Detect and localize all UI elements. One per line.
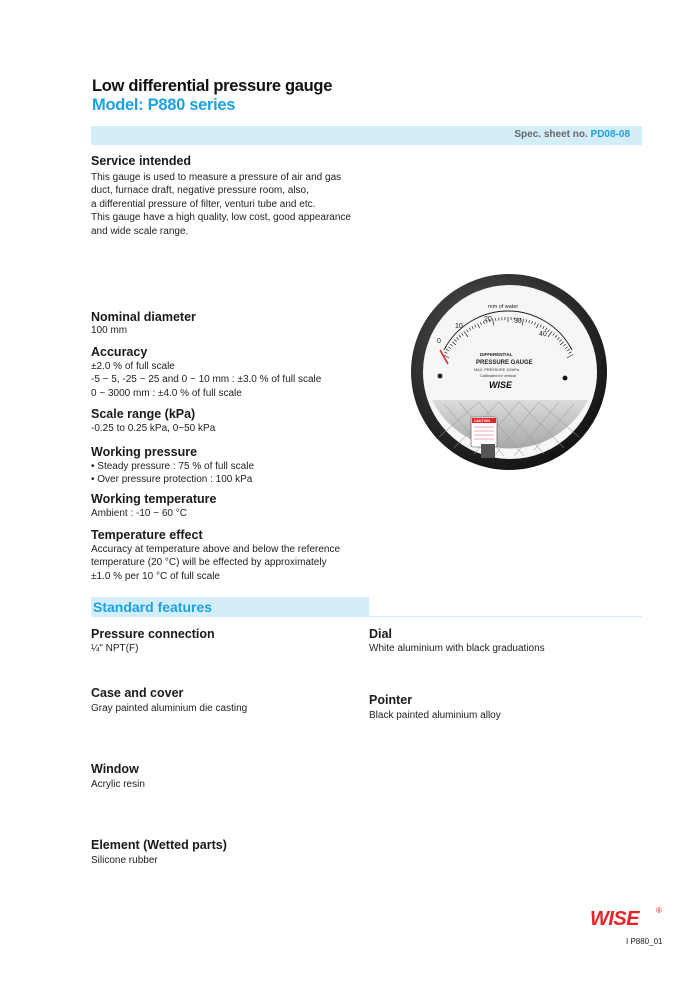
working-temp-text: Ambient : -10 ~ 60 °C <box>91 508 187 519</box>
nominal-heading: Nominal diameter <box>91 310 196 324</box>
temp-effect-heading: Temperature effect <box>91 528 203 542</box>
working-pressure-heading: Working pressure <box>91 445 198 459</box>
temp-effect-line: ±1.0 % per 10 °C of full scale <box>91 570 220 582</box>
accuracy-text <box>91 360 321 400</box>
gauge-unit-label: mm of water <box>488 304 519 310</box>
temp-effect-text <box>91 543 340 583</box>
service-line: and wide scale range. <box>91 225 189 237</box>
spec-sheet-text <box>514 129 630 140</box>
pointer-text: Black painted aluminium alloy <box>369 710 501 721</box>
pressure-connection-text: ¼" NPT(F) <box>91 643 139 654</box>
model-title: Model: P880 series <box>92 96 236 114</box>
gauge-label-line1: DIFFERENTIAL <box>480 352 513 357</box>
page-number: I P880_01 <box>626 937 663 946</box>
gauge-tick-label: 20 <box>484 316 492 323</box>
gauge-label-line2: PRESSURE GAUGE <box>476 360 533 366</box>
wise-logo: WISE <box>590 908 640 930</box>
accuracy-line: -5 ~ 5, -25 ~ 25 and 0 ~ 10 mm : ±3.0 % of full scale <box>91 374 322 386</box>
gauge-label-line4: Calibrated for vertical <box>480 374 516 378</box>
standard-features-heading: Standard features <box>93 599 213 615</box>
spec-sheet-label: Spec. sheet no. <box>514 129 591 140</box>
gauge-tick-label: 0 <box>437 338 441 345</box>
scale-heading: Scale range (kPa) <box>91 407 196 421</box>
temp-effect-line: Accuracy at temperature above and below the reference <box>91 544 341 555</box>
service-line: a differential pressure of filter, venturi tube and etc. <box>91 198 316 210</box>
nominal-text: 100 mm <box>91 325 128 336</box>
standard-features-rule <box>91 616 642 617</box>
dial-text: White aluminium with black graduations <box>369 643 545 654</box>
service-line: This gauge is used to measure a pressure of air and gas <box>91 172 342 183</box>
gauge-tick <box>495 318 496 321</box>
registered-mark: ® <box>656 906 662 915</box>
scale-text: -0.25 to 0.25 kPa, 0~50 kPa <box>91 423 216 434</box>
gauge-adjuster <box>481 444 495 458</box>
window-text: Acrylic resin <box>91 779 145 790</box>
gauge-screw-right <box>563 376 568 381</box>
temp-effect-line: temperature (20 °C) will be effected by approximately <box>91 557 327 569</box>
working-pressure-line: • Steady pressure : 75 % of full scale <box>91 461 255 472</box>
gauge-svg <box>404 272 614 472</box>
accuracy-heading: Accuracy <box>91 345 148 359</box>
gauge-label-line3: MAX. PRESSURE 100kPa <box>474 368 520 372</box>
gauge-tick-label: 10 <box>455 323 463 330</box>
dial-heading: Dial <box>369 627 392 641</box>
pressure-connection-heading: Pressure connection <box>91 627 215 641</box>
element-text: Silicone rubber <box>91 855 158 866</box>
window-heading: Window <box>91 762 139 776</box>
service-line: duct, furnace draft, negative pressure room, also, <box>91 185 309 197</box>
gauge-brand: WISE <box>489 380 513 390</box>
gauge-screw-left <box>438 374 443 379</box>
accuracy-line: ±2.0 % of full scale <box>91 361 175 372</box>
working-temp-heading: Working temperature <box>91 492 217 506</box>
working-pressure-text <box>91 460 254 487</box>
gauge-caution-text: CAUTION <box>474 419 490 423</box>
gauge-tick-label: 30 <box>514 318 522 325</box>
service-heading: Service intended <box>91 154 192 168</box>
service-line: This gauge have a high quality, low cost, good appearance <box>91 212 351 224</box>
case-cover-text: Gray painted aluminium die casting <box>91 703 248 714</box>
spec-sheet-number: PD08-08 <box>590 129 630 140</box>
element-heading: Element (Wetted parts) <box>91 838 227 852</box>
gauge-tick-label: 40 <box>539 331 547 338</box>
case-cover-heading: Case and cover <box>91 686 184 700</box>
document-title: Low differential pressure gauge <box>92 77 333 95</box>
gauge-image <box>404 272 614 472</box>
service-text <box>91 171 351 238</box>
pointer-heading: Pointer <box>369 693 413 707</box>
spec-sheet-bar <box>91 126 642 145</box>
standard-features-bar <box>91 597 369 617</box>
working-pressure-line: • Over pressure protection : 100 kPa <box>91 474 253 486</box>
accuracy-line: 0 ~ 3000 mm : ±4.0 % of full scale <box>91 387 242 399</box>
